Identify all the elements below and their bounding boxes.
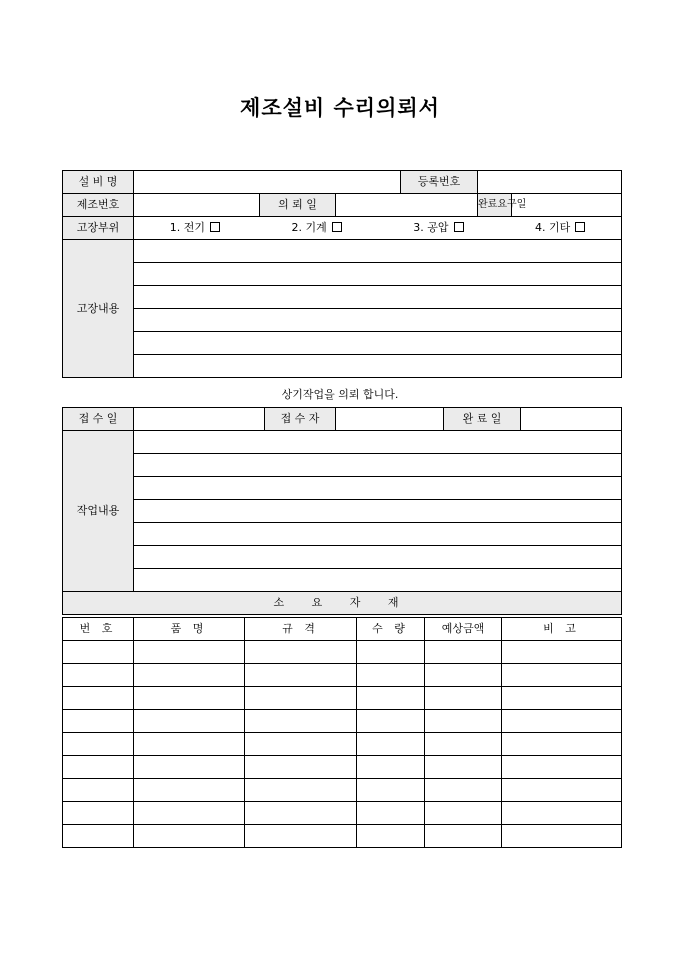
received-date-field[interactable] [134,408,265,431]
cell[interactable] [134,664,245,687]
cell[interactable] [63,664,134,687]
cell[interactable] [502,641,622,664]
work-details-label: 작업내용 [63,431,134,592]
cell[interactable] [134,641,245,664]
table-row [63,710,622,733]
failure-details-line[interactable] [134,240,622,263]
materials-col-remarks: 비 고 [502,618,622,641]
cell[interactable] [63,641,134,664]
completion-date-field[interactable] [521,408,622,431]
cell[interactable] [357,641,425,664]
work-details-line[interactable] [134,454,622,477]
cell[interactable] [425,825,502,848]
cell[interactable] [245,687,357,710]
cell[interactable] [245,641,357,664]
completion-requested-label: 완료요구일 [478,194,512,217]
failure-part-options [134,217,622,240]
cell[interactable] [425,756,502,779]
cell[interactable] [245,802,357,825]
cell[interactable] [357,825,425,848]
materials-title: 소 요 자 재 [63,592,622,615]
materials-col-number: 번 호 [63,618,134,641]
cell[interactable] [134,802,245,825]
failure-part-option[interactable]: 3. 공압 [378,217,500,239]
cell[interactable] [245,756,357,779]
work-details-line[interactable] [134,569,622,592]
request-date-label: 의 뢰 일 [260,194,336,217]
failure-details-line[interactable] [134,309,622,332]
equipment-name-field[interactable] [134,171,401,194]
completion-requested-field[interactable] [512,194,622,217]
cell[interactable] [357,710,425,733]
cell[interactable] [502,664,622,687]
cell[interactable] [63,733,134,756]
cell[interactable] [425,710,502,733]
page-title: 제조설비 수리의뢰서 [240,96,440,120]
failure-part-label: 고장부위 [63,217,134,240]
failure-part-option[interactable]: 2. 기계 [256,217,378,239]
materials-col-item: 품 명 [134,618,245,641]
materials-col-spec: 규 격 [245,618,357,641]
cell[interactable] [502,802,622,825]
cell[interactable] [245,733,357,756]
equipment-name-label: 설 비 명 [63,171,134,194]
checkbox-icon[interactable] [454,222,464,232]
cell[interactable] [425,779,502,802]
request-note: 상기작업을 의뢰 합니다. [281,388,399,401]
cell[interactable] [134,687,245,710]
cell[interactable] [63,825,134,848]
manufacture-no-field[interactable] [134,194,260,217]
work-details-line[interactable] [134,431,622,454]
table-row [63,733,622,756]
table-row [63,802,622,825]
cell[interactable] [134,825,245,848]
work-details-line[interactable] [134,523,622,546]
cell[interactable] [502,779,622,802]
cell[interactable] [245,779,357,802]
failure-part-option[interactable]: 4. 기타 [499,217,621,239]
work-table [62,407,622,615]
cell[interactable] [134,733,245,756]
received-date-label: 접 수 일 [63,408,134,431]
checkbox-icon[interactable] [210,222,220,232]
cell[interactable] [425,687,502,710]
table-row [63,756,622,779]
table-row [63,779,622,802]
failure-details-line[interactable] [134,286,622,309]
work-details-line[interactable] [134,477,622,500]
cell[interactable] [357,664,425,687]
cell[interactable] [502,825,622,848]
cell[interactable] [502,710,622,733]
manufacture-no-label: 제조번호 [63,194,134,217]
request-date-field[interactable] [336,194,478,217]
checkbox-icon[interactable] [575,222,585,232]
cell[interactable] [357,756,425,779]
request-table [62,170,622,378]
cell[interactable] [134,756,245,779]
materials-col-estimate: 예상금액 [425,618,502,641]
cell[interactable] [245,825,357,848]
cell[interactable] [63,802,134,825]
cell[interactable] [357,779,425,802]
cell[interactable] [63,710,134,733]
cell[interactable] [134,779,245,802]
cell[interactable] [425,733,502,756]
cell[interactable] [63,779,134,802]
materials-col-quantity: 수 량 [357,618,425,641]
receiver-label: 접 수 자 [265,408,336,431]
completion-date-label: 완 료 일 [444,408,521,431]
work-details-line[interactable] [134,500,622,523]
cell[interactable] [134,710,245,733]
cell[interactable] [245,710,357,733]
table-row [63,825,622,848]
cell[interactable] [357,687,425,710]
failure-details-label: 고장내용 [63,240,134,378]
receiver-field[interactable] [336,408,444,431]
cell[interactable] [502,756,622,779]
materials-table [62,617,622,848]
registration-no-label: 등록번호 [401,171,478,194]
cell[interactable] [357,733,425,756]
failure-details-line[interactable] [134,263,622,286]
checkbox-icon[interactable] [332,222,342,232]
registration-no-field[interactable] [478,171,622,194]
cell[interactable] [502,687,622,710]
table-row [63,664,622,687]
cell[interactable] [63,756,134,779]
cell[interactable] [425,802,502,825]
cell[interactable] [425,664,502,687]
cell[interactable] [245,664,357,687]
cell[interactable] [502,733,622,756]
table-row [63,687,622,710]
work-details-line[interactable] [134,546,622,569]
table-row [63,641,622,664]
cell[interactable] [357,802,425,825]
failure-details-line[interactable] [134,355,622,378]
failure-part-option[interactable]: 1. 전기 [134,217,256,239]
cell[interactable] [425,641,502,664]
failure-details-line[interactable] [134,332,622,355]
cell[interactable] [63,687,134,710]
